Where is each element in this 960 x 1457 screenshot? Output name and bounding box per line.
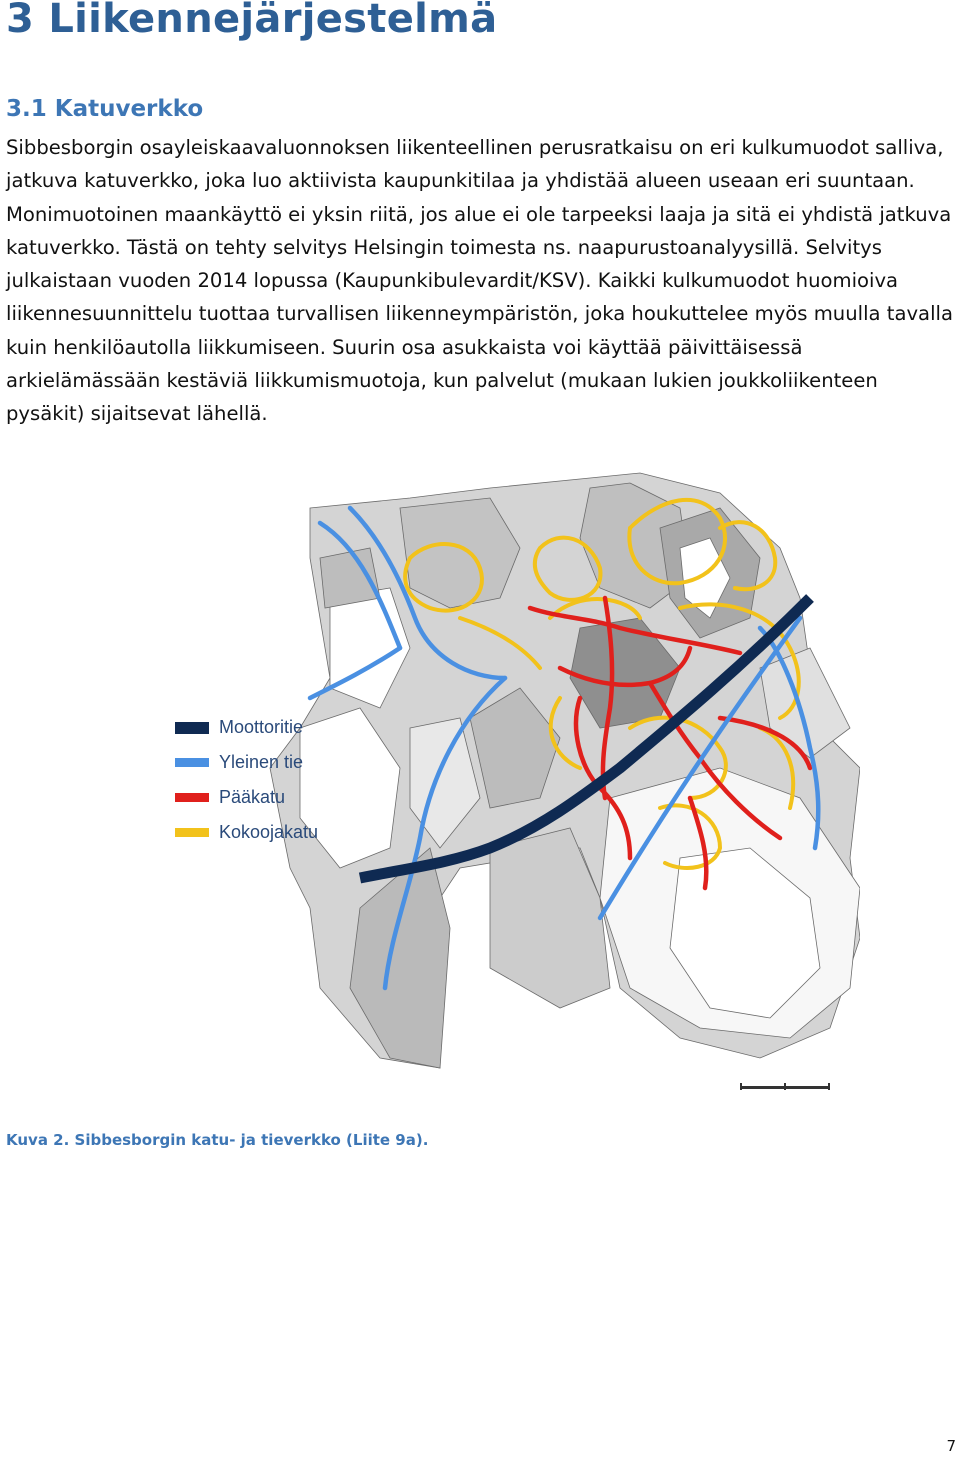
scale-bar: [740, 1083, 830, 1090]
legend-item-kokoojakatu: [175, 815, 318, 850]
legend-item-yleinen-tie: [175, 745, 318, 780]
page-number: 7: [946, 1437, 956, 1455]
page-heading: 3 Liikennejärjestelmä: [6, 0, 498, 42]
legend-item-moottoritie: [175, 710, 318, 745]
swatch-paakatu: [175, 793, 209, 802]
swatch-yleinen-tie: [175, 758, 209, 767]
legend-label: Yleinen tie: [219, 752, 304, 772]
swatch-moottoritie: [175, 722, 209, 734]
map-legend: [175, 710, 318, 850]
legend-item-paakatu: [175, 780, 318, 815]
legend-label: Kokoojakatu: [219, 822, 319, 842]
legend-label: Pääkatu: [219, 787, 286, 807]
section-heading: 3.1 Katuverkko: [6, 96, 204, 122]
body-paragraph: Sibbesborgin osayleiskaavaluonnoksen liikenteellinen perusratkaisu on eri kulkumuodot salliva, jatkuva katuverkko, joka luo aktiivista kaupunkitilaa ja yhdistää alueen useaan eri suuntaan. Monimuotoinen maankäyttö ei yksin riitä, jos alue ei ole tarpeeksi laaja ja sitä ei yhdistä jatkuva katuverkko. Tästä on tehty selvitys Helsingin toimesta ns. naapurustoanalyysillä. Selvitys julkaistaan vuoden 2014 lopussa (Kaupunkibulevardit/KSV). Kaikki kulkumuodot huomioiva liikennesuunnittelu tuottaa turvallisen liikenneympäristön, joka houkuttelee myös muulla tavalla kuin henkilöautolla liikkumiseen. Suurin osa asukkaista voi käyttää päivittäisessä arkielämässään kestäviä liikkumismuotoja, kun palvelut (mukaan lukien joukkoliikenteen pysäkit) sijaitsevat lähellä.: [6, 136, 953, 426]
figure-caption: Kuva 2. Sibbesborgin katu- ja tieverkko (Liite 9a).: [6, 1131, 429, 1149]
swatch-kokoojakatu: [175, 828, 209, 837]
legend-label: Moottoritie: [219, 717, 304, 737]
